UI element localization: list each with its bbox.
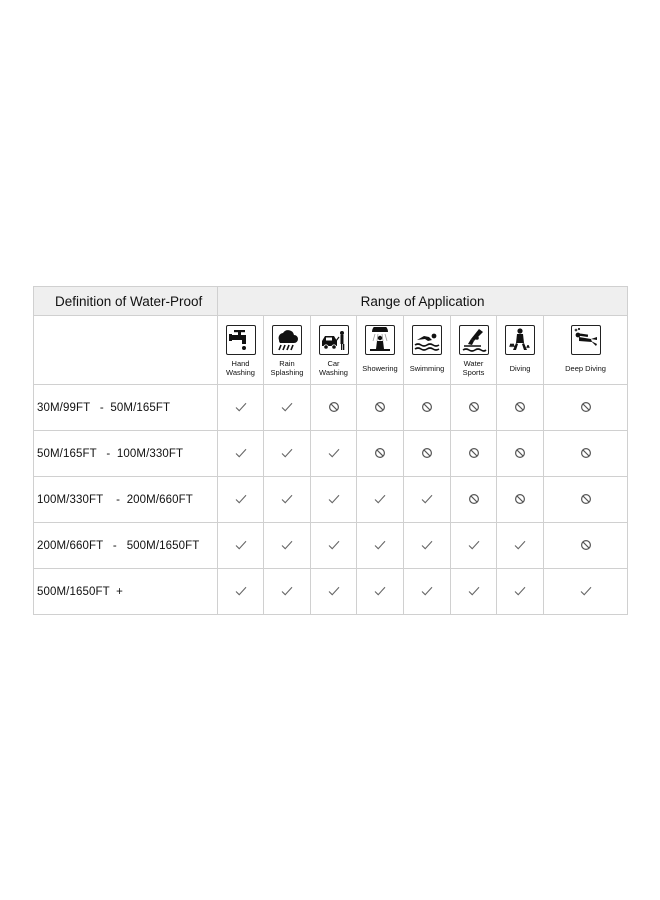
application-cell xyxy=(357,523,404,569)
application-cell xyxy=(497,385,544,431)
prohibited-icon xyxy=(513,446,527,460)
checkmark-icon xyxy=(234,584,248,598)
prohibited-icon xyxy=(579,538,593,552)
application-cell xyxy=(357,569,404,615)
application-cell xyxy=(264,477,311,523)
checkmark-icon xyxy=(280,400,294,414)
application-cell xyxy=(451,523,497,569)
application-cell xyxy=(451,477,497,523)
application-cell xyxy=(218,523,264,569)
application-cell xyxy=(311,385,357,431)
checkmark-icon xyxy=(234,492,248,506)
checkmark-icon xyxy=(327,446,341,460)
deep-diver-icon xyxy=(571,325,601,355)
application-icons-row xyxy=(34,316,628,385)
empty-corner-cell xyxy=(34,316,218,385)
prohibited-icon xyxy=(513,492,527,506)
application-label: Swimming xyxy=(409,363,445,373)
swimmer-icon xyxy=(412,325,442,355)
table-row xyxy=(34,431,628,477)
application-cell xyxy=(497,523,544,569)
prohibited-icon xyxy=(579,400,593,414)
application-label: Diving xyxy=(509,363,531,373)
application-cell xyxy=(311,477,357,523)
application-cell xyxy=(404,523,451,569)
prohibited-icon xyxy=(579,446,593,460)
checkmark-icon xyxy=(420,584,434,598)
application-cell xyxy=(264,523,311,569)
checkmark-icon xyxy=(579,584,593,598)
water-sports-icon xyxy=(459,325,489,355)
application-cell xyxy=(544,477,628,523)
diver-icon xyxy=(505,325,535,355)
application-cell xyxy=(451,316,497,385)
application-cell xyxy=(544,431,628,477)
application-label: Water Sports xyxy=(462,359,485,377)
application-cell xyxy=(497,316,544,385)
checkmark-icon xyxy=(373,492,387,506)
application-cell xyxy=(544,569,628,615)
application-label: Deep Diving xyxy=(565,363,606,373)
depth-rating-label: 100M/330FT - 200M/660FT xyxy=(34,477,218,523)
prohibited-icon xyxy=(467,492,481,506)
application-cell xyxy=(218,431,264,477)
checkmark-icon xyxy=(513,584,527,598)
checkmark-icon xyxy=(327,584,341,598)
depth-rating-label: 50M/165FT - 100M/330FT xyxy=(34,431,218,477)
application-cell xyxy=(497,477,544,523)
prohibited-icon xyxy=(373,400,387,414)
shower-icon xyxy=(365,325,395,355)
range-header: Range of Application xyxy=(218,287,628,316)
application-label: Car Washing xyxy=(319,359,348,377)
application-cell xyxy=(404,431,451,477)
checkmark-icon xyxy=(420,492,434,506)
checkmark-icon xyxy=(280,584,294,598)
depth-rating-label: 200M/660FT - 500M/1650FT xyxy=(34,523,218,569)
application-cell xyxy=(311,316,357,385)
table-row xyxy=(34,569,628,615)
prohibited-icon xyxy=(467,400,481,414)
checkmark-icon xyxy=(467,584,481,598)
application-cell xyxy=(451,431,497,477)
checkmark-icon xyxy=(327,538,341,552)
application-label: Hand Washing xyxy=(226,359,255,377)
application-cell xyxy=(404,385,451,431)
checkmark-icon xyxy=(280,538,294,552)
application-cell xyxy=(218,569,264,615)
checkmark-icon xyxy=(373,538,387,552)
checkmark-icon xyxy=(280,492,294,506)
waterproof-table xyxy=(33,286,628,615)
checkmark-icon xyxy=(373,584,387,598)
checkmark-icon xyxy=(420,538,434,552)
checkmark-icon xyxy=(234,538,248,552)
application-cell xyxy=(264,385,311,431)
definition-header: Definition of Water-Proof xyxy=(34,287,218,316)
prohibited-icon xyxy=(513,400,527,414)
checkmark-icon xyxy=(234,400,248,414)
application-cell xyxy=(497,431,544,477)
application-cell xyxy=(264,431,311,477)
car-wash-icon xyxy=(319,325,349,355)
application-cell xyxy=(311,431,357,477)
application-cell xyxy=(357,316,404,385)
rain-cloud-icon xyxy=(272,325,302,355)
application-cell xyxy=(218,385,264,431)
faucet-icon xyxy=(226,325,256,355)
table-row xyxy=(34,523,628,569)
application-cell xyxy=(451,569,497,615)
application-cell xyxy=(544,523,628,569)
depth-rating-label: 500M/1650FT + xyxy=(34,569,218,615)
table-row xyxy=(34,477,628,523)
checkmark-icon xyxy=(513,538,527,552)
application-cell xyxy=(404,477,451,523)
application-cell xyxy=(218,316,264,385)
table-row xyxy=(34,385,628,431)
prohibited-icon xyxy=(420,446,434,460)
application-cell xyxy=(544,385,628,431)
checkmark-icon xyxy=(234,446,248,460)
application-cell xyxy=(451,385,497,431)
application-cell xyxy=(264,569,311,615)
checkmark-icon xyxy=(280,446,294,460)
application-cell xyxy=(311,569,357,615)
prohibited-icon xyxy=(327,400,341,414)
application-cell xyxy=(218,477,264,523)
application-cell xyxy=(357,477,404,523)
prohibited-icon xyxy=(420,400,434,414)
prohibited-icon xyxy=(467,446,481,460)
application-cell xyxy=(404,316,451,385)
application-cell xyxy=(357,431,404,477)
application-cell xyxy=(544,316,628,385)
application-cell xyxy=(404,569,451,615)
prohibited-icon xyxy=(373,446,387,460)
application-cell xyxy=(497,569,544,615)
depth-rating-label: 30M/99FT - 50M/165FT xyxy=(34,385,218,431)
application-label: Rain Splashing xyxy=(270,359,304,377)
application-cell xyxy=(264,316,311,385)
application-label: Showering xyxy=(362,363,398,373)
application-cell xyxy=(357,385,404,431)
application-cell xyxy=(311,523,357,569)
checkmark-icon xyxy=(467,538,481,552)
checkmark-icon xyxy=(327,492,341,506)
header-row xyxy=(34,287,628,316)
prohibited-icon xyxy=(579,492,593,506)
